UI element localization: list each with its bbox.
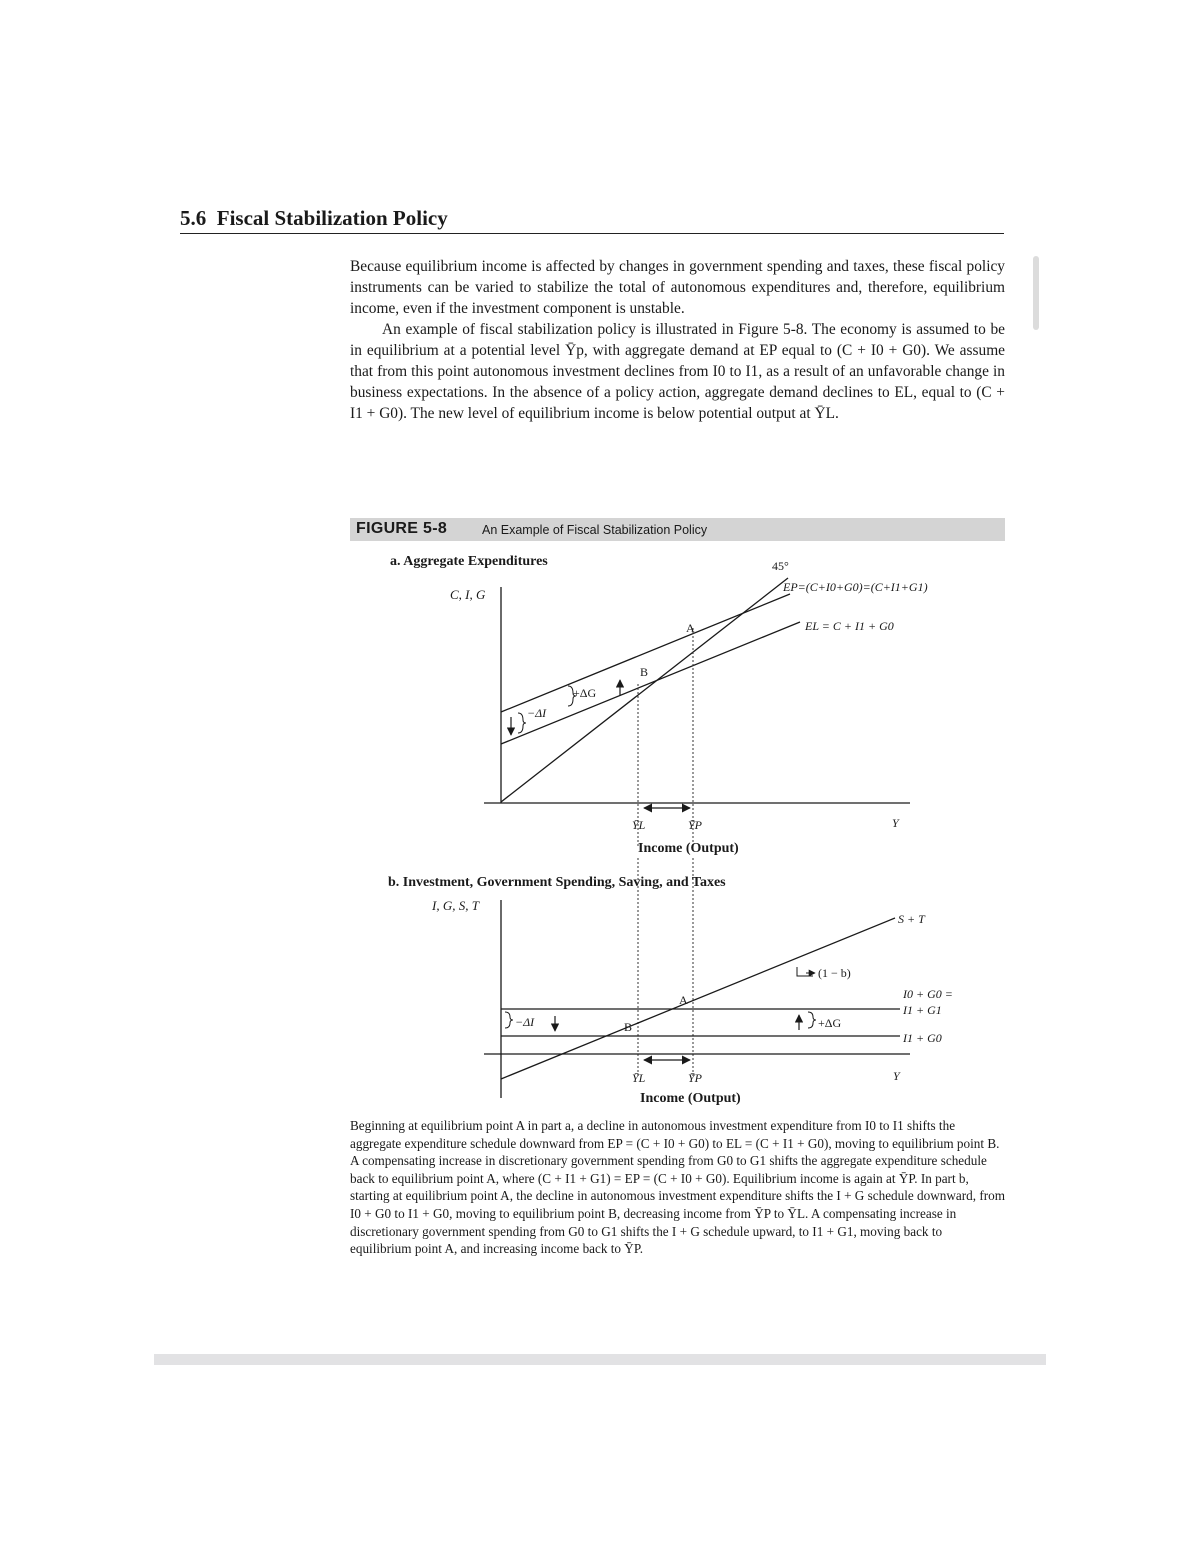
slope-triangle	[797, 967, 813, 976]
panel-b-y-axis-label: I, G, S, T	[432, 898, 479, 913]
panel-a-heading: a. Aggregate Expenditures	[390, 554, 548, 569]
tick-yl-a: ȲL	[632, 818, 646, 832]
brace-delta-g-b	[808, 1012, 816, 1028]
section-title: Fiscal Stabilization Policy	[216, 206, 448, 230]
label-delta-i-a: −ΔI	[527, 706, 547, 720]
figure-title: An Example of Fiscal Stabilization Policy	[482, 523, 708, 537]
tick-yl-b: ȲL	[632, 1071, 646, 1085]
label-el: EL = C + I1 + G0	[805, 619, 894, 633]
panel-a-x-axis-label: Y	[892, 816, 899, 830]
line-45-degree	[501, 578, 788, 802]
tick-yp-b: ȲP	[688, 1071, 703, 1085]
paragraph-1: Because equilibrium income is affected by changes in government spending and taxes, these fiscal policy instruments can be varied to stabilize the total of autonomous expenditures and, therefore, equilibrium income, even if the investment component is unstable.	[350, 258, 1005, 317]
point-a-panel-a: A	[686, 621, 695, 635]
label-delta-i-b: −ΔI	[515, 1015, 535, 1029]
figure-caption: Beginning at equilibrium point A in part a, a decline in autonomous investment expenditure from I0 to I1 shifts the aggregate expenditure schedule downward from EP = (C + I0 + G0) to EL = (C + I1 + G0), moving to equilibrium point B. A compensating increase in discretionary government spending from G0 to G1 shifts the aggregate expenditure schedule back to equilibrium point A, where (C + I1 + G1) = EP = (C + I0 + G0). Equilibrium income is again at ȲP. In part b, starting at equilibrium point A, the decline in autonomous investment expenditure shifts the I + G schedule downward, from I0 + G0 to I1 + G0, moving to equilibrium point B, decreasing income from ȲP to ȲL. A compensating increase in discretionary government spending from G0 to G1 shifts the I + G schedule upward, to I1 + G1, moving back to equilibrium point A, and increasing income back to ȲP.	[350, 1118, 1005, 1257]
page-footer-bar	[154, 1354, 1046, 1365]
label-lower-line: I1 + G0	[903, 1031, 942, 1045]
line-s-plus-t	[501, 918, 895, 1079]
brace-delta-i-b	[505, 1012, 513, 1028]
label-upper-line-2: I1 + G1	[903, 1003, 942, 1017]
paragraph-2: An example of fiscal stabilization policy is illustrated in Figure 5-8. The economy is assumed to be in equilibrium at a potential level Ȳp, with aggregate demand at EP equal to (C + I0 + G0). We assume that from this point autonomous investment declines from I0 to I1, as a result of an unfavorable change in business expectations. In the absence of a policy action, aggregate demand declines to EL, equal to (C + I1 + G0). The new level of equilibrium income is below potential output at ȲL.	[350, 321, 1005, 422]
panel-a-x-axis-caption: Income (Output)	[638, 841, 739, 856]
label-s-plus-t: S + T	[898, 912, 925, 926]
brace-delta-i-a	[518, 713, 526, 733]
label-45: 45°	[772, 559, 789, 573]
label-delta-g-a: +ΔG	[573, 686, 597, 700]
tick-yp-a: ȲP	[688, 818, 703, 832]
point-b-panel-b: B	[624, 1020, 633, 1034]
panel-b-x-axis-caption: Income (Output)	[640, 1091, 741, 1106]
panel-a-y-axis-label: C, I, G	[450, 587, 486, 602]
line-el	[501, 622, 800, 744]
figure-number: FIGURE 5-8	[356, 520, 448, 537]
panel-b-x-axis-label: Y	[893, 1069, 900, 1083]
point-b-panel-a: B	[640, 665, 649, 679]
label-ep: EP=(C+I0+G0)=(C+I1+G1)	[783, 580, 928, 594]
panel-b-heading: b. Investment, Government Spending, Saving, and Taxes	[388, 875, 726, 890]
section-number: 5.6	[180, 206, 207, 230]
label-delta-g-b: +ΔG	[818, 1016, 842, 1030]
point-a-panel-b: A	[679, 993, 688, 1007]
line-ep	[501, 594, 790, 712]
label-slope: (1 − b)	[818, 966, 851, 980]
label-upper-line-1: I0 + G0 =	[903, 987, 953, 1001]
